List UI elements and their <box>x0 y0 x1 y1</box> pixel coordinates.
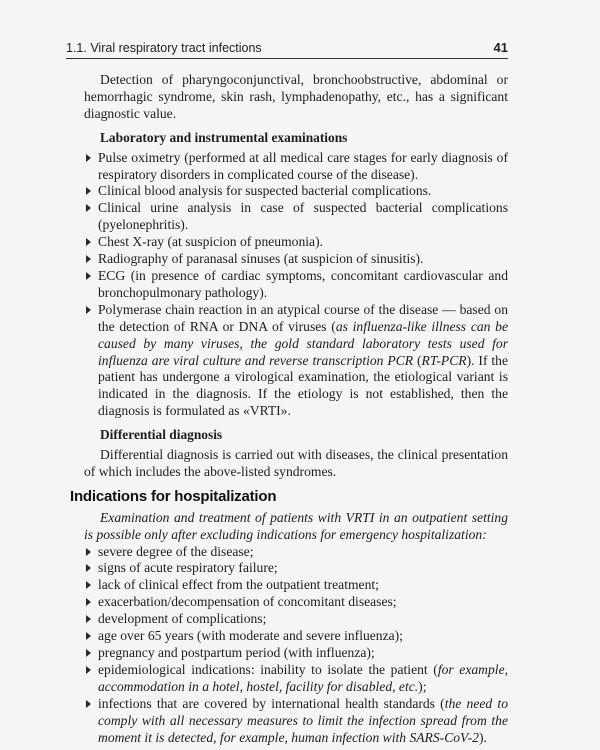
list-item: age over 65 years (with moderate and severe influenza); <box>84 628 508 645</box>
bullet-icon <box>86 598 91 606</box>
list-item-epidemiological: epidemiological indications: inability to isolate the patient (for example, accommodation in a hotel, hostel, facility for disabled, etc.); <box>84 662 508 696</box>
section-title: 1.1. Viral respiratory tract infections <box>66 41 262 55</box>
bullet-icon <box>86 204 91 212</box>
list-item-health-standards: infections that are covered by international health standards (the need to comply with all necessary measures to limit the infection spread from the moment it is detected, for example, human infection with SARS-CoV-2). <box>84 696 508 747</box>
list-item: Radiography of paranasal sinuses (at suspicion of sinusitis). <box>84 251 508 268</box>
bullet-icon <box>86 649 91 657</box>
list-item: Chest X-ray (at suspicion of pneumonia). <box>84 234 508 251</box>
bullet-icon <box>86 238 91 246</box>
bullet-icon <box>86 564 91 572</box>
bullet-icon <box>86 700 91 708</box>
list-item: development of complications; <box>84 611 508 628</box>
list-item: ECG (in presence of cardiac symptoms, concomitant cardiovascular and bronchopulmonary pathology). <box>84 268 508 302</box>
bullet-icon <box>86 306 91 314</box>
lab-list <box>84 150 508 421</box>
page-body <box>70 72 509 746</box>
bullet-icon <box>86 548 91 556</box>
list-item: exacerbation/decompensation of concomitant diseases; <box>84 594 508 611</box>
hospitalization-intro: Examination and treatment of patients with VRTI in an outpatient setting is possible only after excluding indications for emergency hospitalization: <box>84 509 508 542</box>
bullet-icon <box>86 154 91 162</box>
header-rule <box>66 58 508 59</box>
hospitalization-heading: Indications for hospitalization <box>70 487 277 505</box>
lab-heading: Laboratory and instrumental examinations <box>100 129 348 145</box>
list-item-pcr: Polymerase chain reaction in an atypical course of the disease — based on the detection of RNA or DNA of viruses (as influenza-like illness can be caused by many viruses, the gold standard laboratory tests used for influenza are viral culture and reverse transcription PCR (RT-PCR). If the patient has undergone a virological examination, the etiological variant is indicated in the diagnosis. If the etiology is not established, then the diagnosis is formulated as «VRTI». <box>84 302 508 420</box>
list-item: pregnancy and postpartum period (with influenza); <box>84 645 508 662</box>
bullet-icon <box>86 187 91 195</box>
bullet-icon <box>86 255 91 263</box>
list-item: Clinical blood analysis for suspected bacterial complications. <box>84 183 508 200</box>
list-item: signs of acute respiratory failure; <box>84 560 508 577</box>
list-item: severe degree of the disease; <box>84 544 508 561</box>
list-item: Clinical urine analysis in case of suspected bacterial complications (pyelonephritis). <box>84 200 508 234</box>
running-header <box>66 39 508 57</box>
intro-paragraph: Detection of pharyngoconjunctival, bronchoobstructive, abdominal or hemorrhagic syndrome, skin rash, lymphadenopathy, etc., has a significant diagnostic value. <box>84 72 508 121</box>
bullet-icon <box>86 632 91 640</box>
bullet-icon <box>86 615 91 623</box>
bullet-icon <box>86 666 91 674</box>
page-number: 41 <box>493 40 508 55</box>
differential-heading: Differential diagnosis <box>100 427 223 443</box>
list-item: lack of clinical effect from the outpatient treatment; <box>84 577 508 594</box>
bullet-icon <box>86 581 91 589</box>
list-item: Pulse oximetry (performed at all medical care stages for early diagnosis of respiratory disorders in complicated course of the disease). <box>84 150 508 184</box>
hospitalization-list <box>84 544 508 747</box>
differential-paragraph: Differential diagnosis is carried out with diseases, the clinical presentation of which includes the above-listed syndromes. <box>84 447 508 479</box>
bullet-icon <box>86 272 91 280</box>
